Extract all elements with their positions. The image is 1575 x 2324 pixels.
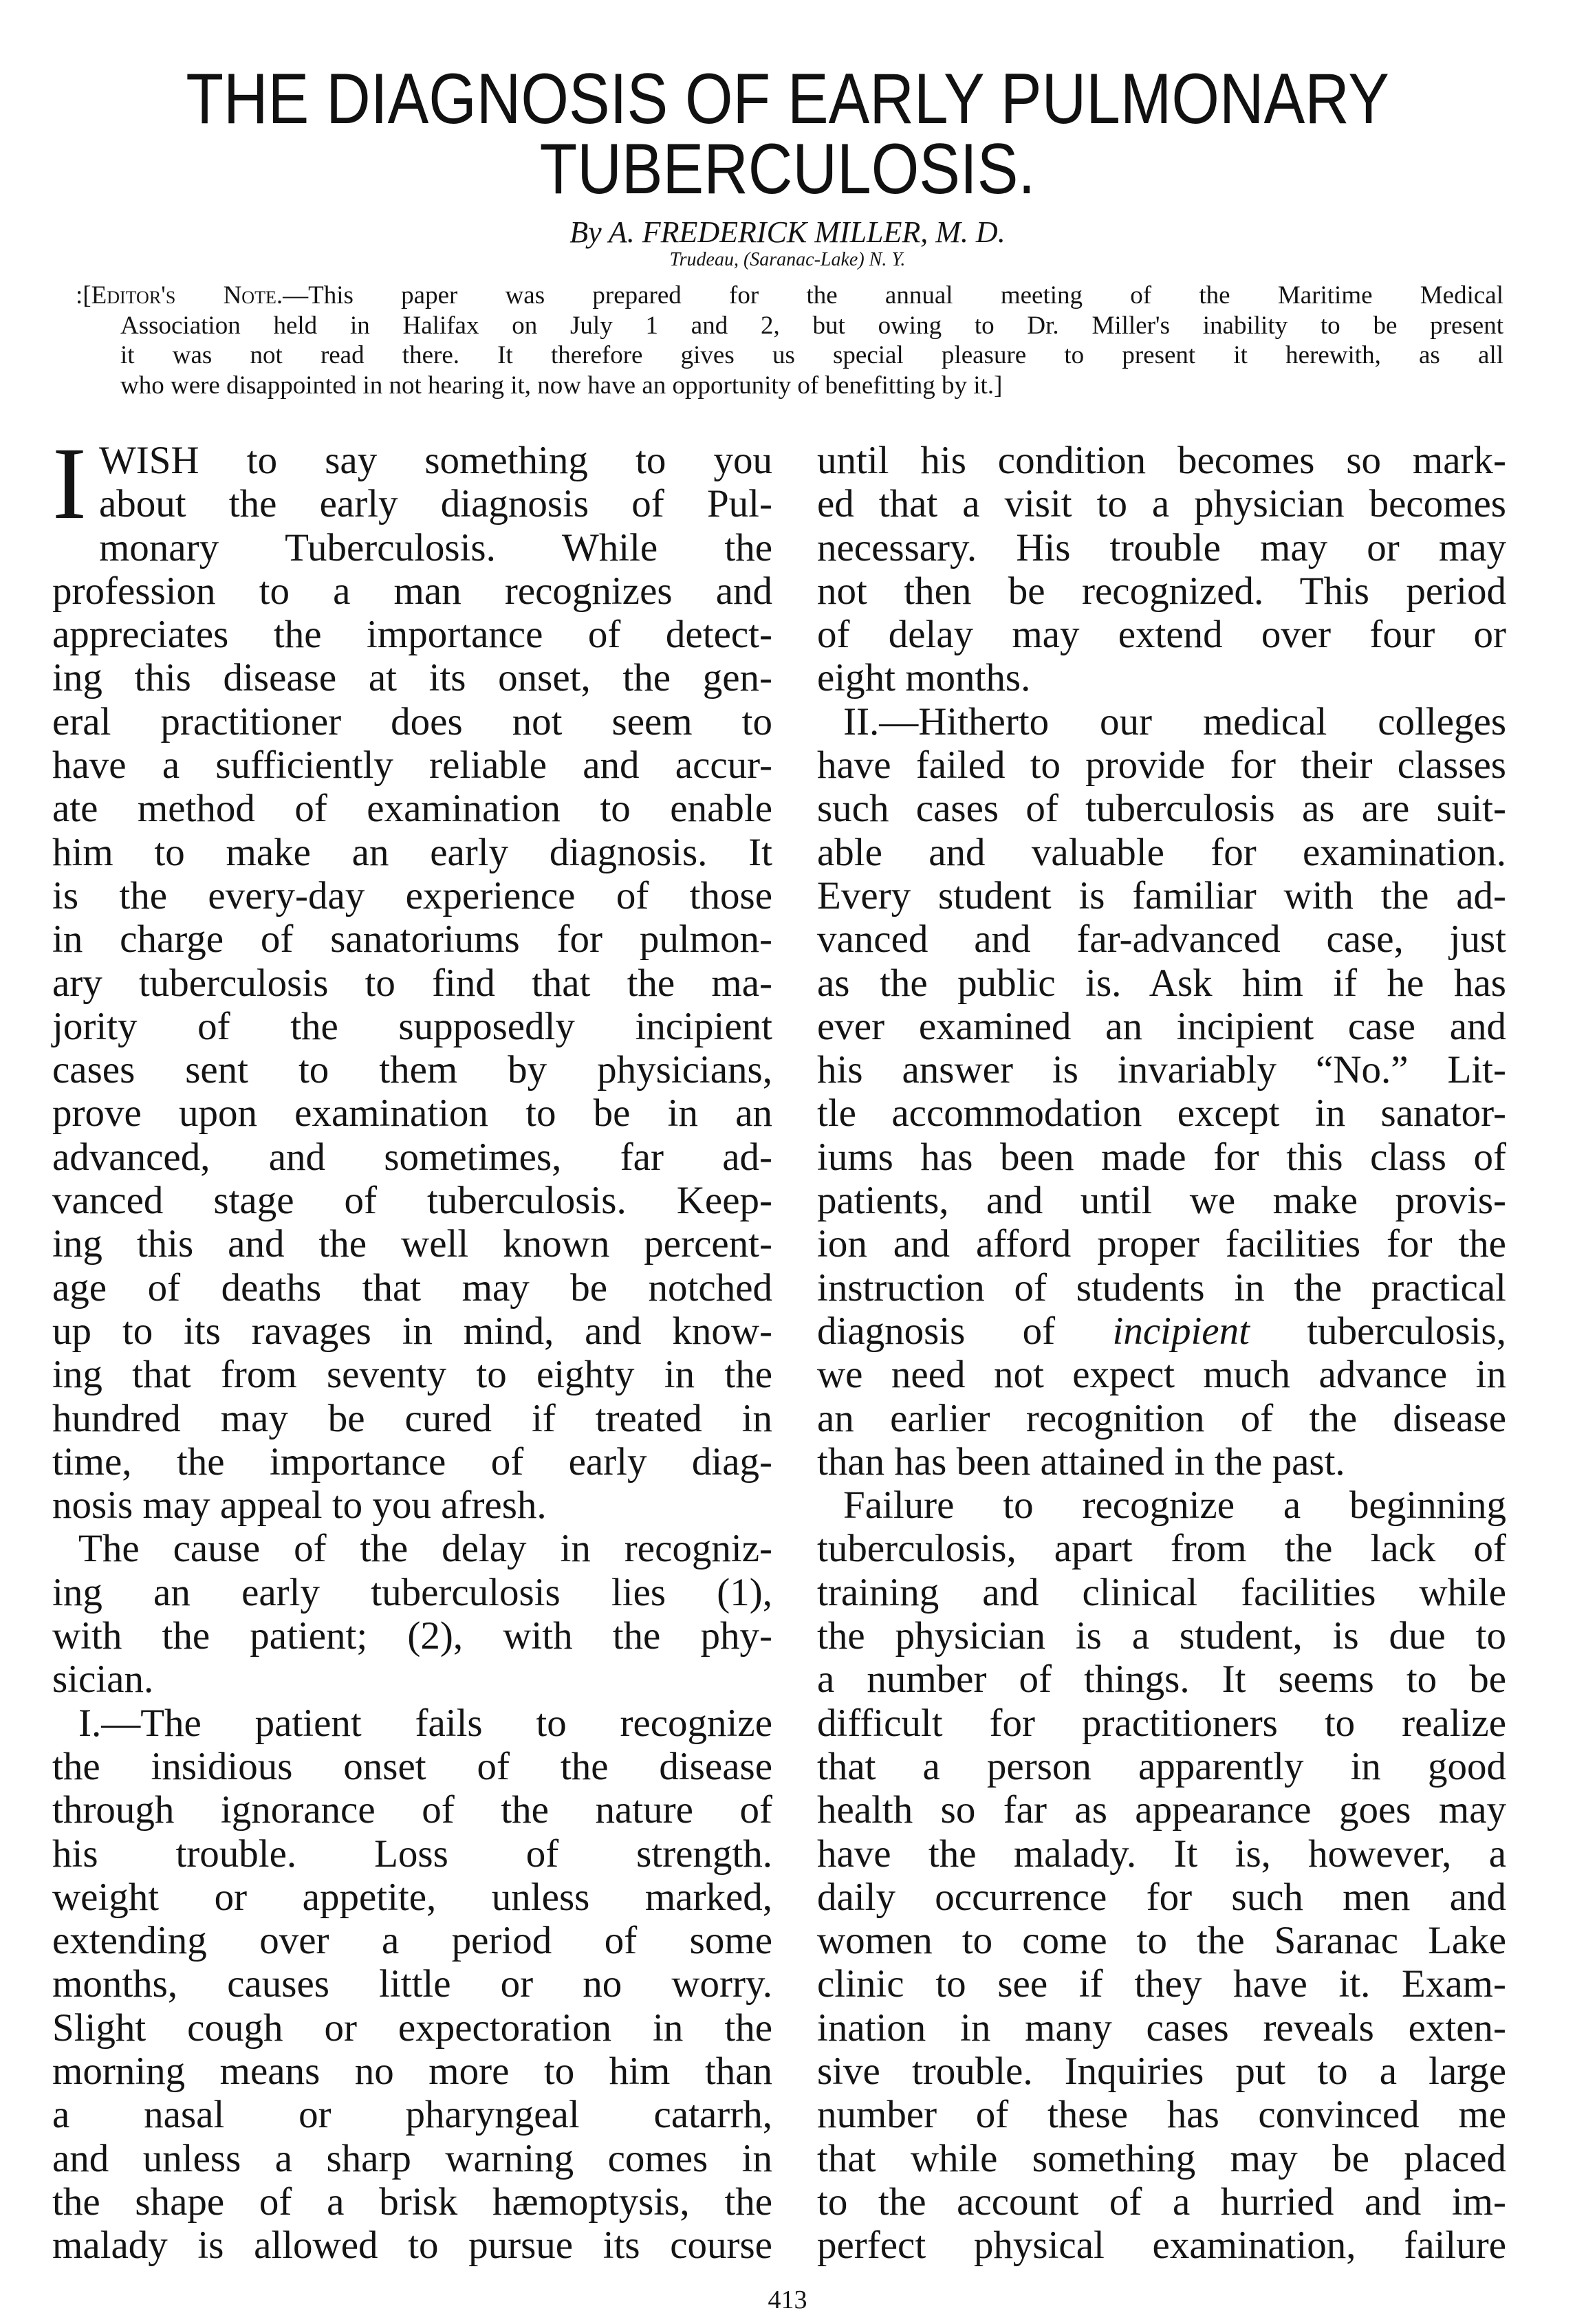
text-line: The cause of the delay in recogniz- xyxy=(78,1527,772,1571)
editors-note-line: it was not read there. It therefore gives us special pleasure to present it herewith, as all xyxy=(120,341,1503,369)
note-text: —This paper was prepared for the annual meeting of the Maritime Medical xyxy=(283,281,1504,309)
text-line: perfect physical examination, failure xyxy=(817,2224,1506,2268)
text-line: morning means no more to him than xyxy=(52,2049,772,2093)
right-column xyxy=(817,439,1506,2267)
text-line: sician. xyxy=(52,1658,154,1702)
text-line: him to make an early diagnosis. It xyxy=(52,830,772,874)
text-line: the shape of a brisk hæmoptysis, the xyxy=(52,2180,772,2224)
text-line: that while something may be placed xyxy=(817,2136,1506,2180)
text-line: clinic to see if they have it. Exam- xyxy=(817,1962,1506,2006)
page-number: 413 xyxy=(768,2285,807,2314)
text-line: his trouble. Loss of strength. xyxy=(52,1832,772,1876)
left-column xyxy=(52,426,772,2268)
text-line: not then be recognized. This period xyxy=(817,569,1506,613)
text-line: in charge of sanatoriums for pulmon- xyxy=(52,917,772,962)
byline: By A. FREDERICK MILLER, M. D. xyxy=(569,215,1006,249)
text-line: that a person apparently in good xyxy=(817,1744,1506,1788)
text-line: have the malady. It is, however, a xyxy=(817,1832,1506,1876)
text-line: through ignorance of the nature of xyxy=(52,1788,772,1832)
text-line: weight or appetite, unless marked, xyxy=(52,1875,772,1919)
text-line: eight months. xyxy=(817,656,1031,700)
text-line: is the every-day experience of those xyxy=(52,873,772,917)
text-line: vanced and far-advanced case, just xyxy=(817,917,1506,962)
text-line: Slight cough or expectoration in the xyxy=(52,2006,772,2050)
text-line: able and valuable for examination. xyxy=(817,830,1506,874)
text-line: patients, and until we make provis- xyxy=(817,1179,1506,1223)
text-line: we need not expect much advance in xyxy=(817,1353,1506,1397)
editors-note-line: who were disappointed in not hearing it, now have an opportunity of benefitting by it.] xyxy=(120,371,1003,400)
drop-cap: I xyxy=(52,426,87,541)
text-line: profession to a man recognizes and xyxy=(52,569,772,613)
text-line: Failure to recognize a beginning xyxy=(843,1484,1506,1528)
text-line: age of deaths that may be notched xyxy=(52,1266,772,1310)
text-line: of delay may extend over four or xyxy=(817,613,1506,657)
text-line: daily occurrence for such men and xyxy=(817,1875,1506,1919)
emphasized-text: incipient xyxy=(1112,1309,1250,1353)
text-line: II.—Hitherto our medical colleges xyxy=(843,699,1506,743)
text-line: monary Tuberculosis. While the xyxy=(98,525,772,569)
text-line: ing this disease at its onset, the gen- xyxy=(52,656,772,700)
editors-note xyxy=(76,281,1503,400)
text-line: advanced, and sometimes, far ad- xyxy=(52,1135,772,1179)
text-line: and unless a sharp warning comes in xyxy=(52,2136,772,2180)
text-line: eral practitioner does not seem to xyxy=(52,699,772,743)
text-line: women to come to the Saranac Lake xyxy=(817,1919,1506,1963)
editors-note-line: :[Editor's Note.—This paper was prepared for the annual meeting of the Maritime Medical xyxy=(76,281,1504,309)
text-line: ed that a visit to a physician becomes xyxy=(817,482,1506,526)
text-line: tuberculosis, apart from the lack of xyxy=(817,1527,1506,1571)
text-line: health so far as appearance goes may xyxy=(817,1788,1506,1832)
editors-note-line: Association held in Halifax on July 1 and 2, but owing to Dr. Miller's inability to be present xyxy=(120,311,1503,340)
text-line: ate method of examination to enable xyxy=(52,787,772,831)
text-line: ing this and the well known percent- xyxy=(52,1222,772,1266)
title-text: TUBERCULOSIS. xyxy=(539,129,1036,209)
text-line: extending over a period of some xyxy=(52,1919,772,1963)
text-line: have a sufficiently reliable and accur- xyxy=(52,743,772,788)
text-line: sive trouble. Inquiries put to a large xyxy=(817,2049,1506,2093)
editors-note-label: Editor's Note. xyxy=(91,281,283,309)
text-segment: tuberculosis, xyxy=(1249,1309,1506,1353)
text-line xyxy=(817,1310,1506,1353)
title-text: THE DIAGNOSIS OF EARLY PULMONARY xyxy=(186,59,1389,139)
text-line: about the early diagnosis of Pul- xyxy=(98,482,772,526)
text-line: than has been attained in the past. xyxy=(817,1440,1345,1484)
text-line: ing that from seventy to eighty in the xyxy=(52,1353,772,1397)
text-line: have failed to provide for their classes xyxy=(817,743,1506,788)
text-line: appreciates the importance of detect- xyxy=(52,613,772,657)
text-line: I.—The patient fails to recognize xyxy=(78,1701,772,1745)
text-line: up to its ravages in mind, and know- xyxy=(52,1309,772,1353)
text-line: cases sent to them by physicians, xyxy=(52,1048,772,1092)
text-line: ary tuberculosis to find that the ma- xyxy=(52,961,772,1005)
text-line: difficult for practitioners to realize xyxy=(817,1701,1506,1745)
text-line: ination in many cases reveals exten- xyxy=(817,2006,1506,2050)
text-line: with the patient; (2), with the phy- xyxy=(52,1614,772,1658)
text-line: the insidious onset of the disease xyxy=(52,1744,772,1788)
article-title-line-2 xyxy=(0,129,1575,209)
text-line: his answer is invariably “No.” Lit- xyxy=(817,1048,1506,1092)
text-line: training and clinical facilities while xyxy=(817,1570,1506,1614)
text-line: prove upon examination to be in an xyxy=(52,1092,772,1136)
text-line: WISH to say something to you xyxy=(98,439,772,482)
article-title-line-1 xyxy=(0,59,1575,139)
text-line: number of these has convinced me xyxy=(817,2093,1506,2137)
text-line: malady is allowed to pursue its course xyxy=(52,2224,772,2268)
text-line: nosis may appeal to you afresh. xyxy=(52,1484,547,1528)
text-line: iums has been made for this class of xyxy=(817,1135,1506,1179)
text-line: a nasal or pharyngeal catarrh, xyxy=(52,2093,772,2137)
text-line: ing an early tuberculosis lies (1), xyxy=(52,1570,772,1614)
text-line: jority of the supposedly incipient xyxy=(52,1004,772,1048)
text-line: time, the importance of early diag- xyxy=(52,1440,772,1484)
text-line: as the public is. Ask him if he has xyxy=(817,961,1506,1005)
text-line: ever examined an incipient case and xyxy=(817,1004,1506,1048)
text-line: until his condition becomes so mark- xyxy=(817,439,1506,482)
text-line: necessary. His trouble may or may xyxy=(817,525,1506,569)
text-segment: diagnosis of xyxy=(817,1309,1113,1353)
text-line: instruction of students in the practical xyxy=(817,1266,1506,1310)
text-line: a number of things. It seems to be xyxy=(817,1658,1506,1702)
text-line: hundred may be cured if treated in xyxy=(52,1396,772,1440)
text-line: ion and afford proper facilities for the xyxy=(817,1222,1506,1266)
text-line: months, causes little or no worry. xyxy=(52,1962,772,2006)
text-line: vanced stage of tuberculosis. Keep- xyxy=(52,1179,772,1223)
text-line: Every student is familiar with the ad- xyxy=(817,873,1506,917)
text-line: to the account of a hurried and im- xyxy=(817,2180,1506,2224)
text-line: an earlier recognition of the disease xyxy=(817,1396,1506,1440)
text-line: such cases of tuberculosis as are suit- xyxy=(817,787,1506,831)
text-line: tle accommodation except in sanator- xyxy=(817,1092,1506,1136)
author-location: Trudeau, (Saranac-Lake) N. Y. xyxy=(669,249,906,270)
text-line: the physician is a student, is due to xyxy=(817,1614,1506,1658)
